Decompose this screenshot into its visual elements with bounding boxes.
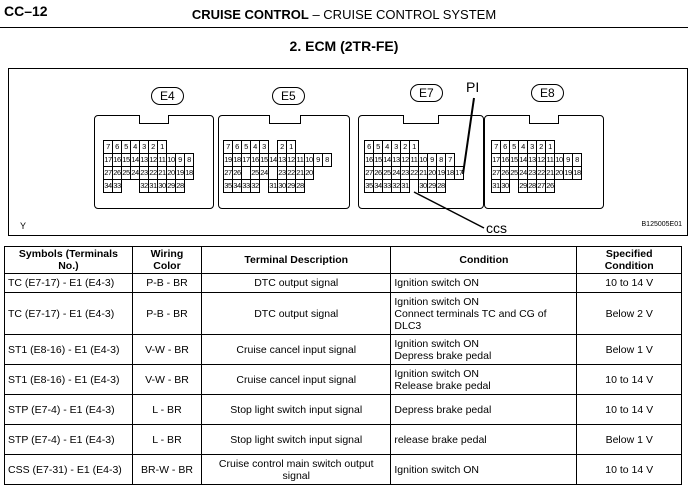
specified-condition-cell: Below 1 V [577,425,682,455]
pin-cell: 28 [296,180,305,193]
terminal-description-cell: Stop light switch input signal [202,395,391,425]
pin-cell: 9 [176,154,185,167]
pin-cell: 5 [122,141,131,154]
table-row [5,365,682,395]
section-title [0,7,688,22]
table-row [5,293,682,335]
pin-cell: 4 [519,141,528,154]
pin-cell: 18 [446,167,455,180]
pin-cell: 35 [224,180,233,193]
specified-condition-cell: Below 1 V [577,335,682,365]
pin-cell: 27 [492,167,501,180]
wiring-color-cell: L - BR [132,425,201,455]
pin-cell: 30 [158,180,167,193]
pin-cell: 32 [392,180,401,193]
pin-cell: 30 [419,180,428,193]
pin-cell: 6 [113,141,122,154]
pin-cell: 32 [140,180,149,193]
wiring-color-cell: P-B - BR [132,293,201,335]
terminal-description-cell: Cruise cancel input signal [202,335,391,365]
pin-cell: 9 [428,154,437,167]
pin-cell: 4 [131,141,140,154]
symbol-cell: ST1 (E8-16) - E1 (E4-3) [5,335,133,365]
pin-cell: 14 [269,154,278,167]
header-rule [0,27,688,28]
pin-cell: 27 [104,167,113,180]
pin-cell: 9 [564,154,573,167]
condition-cell: Depress brake pedal [391,395,577,425]
pin-cell: 10 [555,154,564,167]
callout-lines [8,68,688,236]
pin-cell: 19 [176,167,185,180]
col-header-condition: Condition [391,247,577,274]
pin-cell: 3 [140,141,149,154]
pin-cell: 14 [519,154,528,167]
pin-cell: 32 [251,180,260,193]
pin-cell: 31 [269,180,278,193]
condition-cell: Ignition switch ON [391,455,577,485]
pin-cell: 1 [158,141,167,154]
terminal-description-cell: Stop light switch input signal [202,425,391,455]
pin-cell: 14 [383,154,392,167]
pin-cell: 6 [501,141,510,154]
pin-cell: 24 [260,167,269,180]
condition-cell: Ignition switch ON Release brake pedal [391,365,577,395]
pin-cell: 11 [296,154,305,167]
section-name: CRUISE CONTROL [191,7,309,22]
pin-cell: 23 [401,167,410,180]
pin-cell: 15 [510,154,519,167]
condition-cell: Ignition switch ON Depress brake pedal [391,335,577,365]
pin-cell: 28 [528,180,537,193]
system-name: CRUISE CONTROL SYSTEM [323,7,497,22]
pin-cell: 23 [528,167,537,180]
terminal-description-cell: Cruise control main switch output signal [202,455,391,485]
pin-cell: 3 [260,141,269,154]
pin-cell: 25 [251,167,260,180]
pin-cell: 21 [158,167,167,180]
pin-cell: 8 [573,154,582,167]
symbol-cell: TC (E7-17) - E1 (E4-3) [5,274,133,293]
callout-ccs: ccs [486,220,507,236]
pin-cell: 13 [528,154,537,167]
connector-label-e5: E5 [272,87,305,105]
pin-cell: 5 [242,141,251,154]
pin-cell: 12 [149,154,158,167]
wiring-color-cell: V-W - BR [132,335,201,365]
pin-cell: 2 [149,141,158,154]
pin-cell: 18 [233,154,242,167]
table-row [5,395,682,425]
pin-cell: 11 [410,154,419,167]
pin-cell: 2 [278,141,287,154]
condition-cell: Ignition switch ON [391,274,577,293]
pin-cell: 29 [519,180,528,193]
pin-cell: 4 [251,141,260,154]
terminal-description-cell: DTC output signal [202,293,391,335]
pin-cell: 23 [278,167,287,180]
pin-cell: 26 [233,167,242,180]
connector-label-e4: E4 [151,87,184,105]
pin-cell: 21 [546,167,555,180]
pin-cell: 1 [546,141,555,154]
pin-cell: 2 [537,141,546,154]
pin-cell: 25 [383,167,392,180]
pin-cell: 26 [501,167,510,180]
symbol-cell: TC (E7-17) - E1 (E4-3) [5,293,133,335]
pin-cell: 2 [401,141,410,154]
pin-cell: 35 [365,180,374,193]
pin-cell: 17 [455,167,464,180]
connector-label-e8: E8 [531,84,564,102]
col-header-specified-condition: Specified Condition [577,247,682,274]
pin-cell: 31 [149,180,158,193]
wiring-color-cell: V-W - BR [132,365,201,395]
terminal-description-cell: DTC output signal [202,274,391,293]
callout-pi: PI [466,79,480,95]
pin-cell: 6 [365,141,374,154]
pin-cell: 20 [428,167,437,180]
pin-cell: 13 [278,154,287,167]
pin-cell: 24 [392,167,401,180]
pin-cell: 6 [233,141,242,154]
pin-cell: 29 [287,180,296,193]
pin-cell: 29 [428,180,437,193]
specified-condition-cell: 10 to 14 V [577,395,682,425]
pin-cell: 17 [104,154,113,167]
pin-cell: 10 [167,154,176,167]
pin-cell: 11 [158,154,167,167]
pin-cell: 34 [104,180,113,193]
symbol-cell: STP (E7-4) - E1 (E4-3) [5,395,133,425]
terminal-description-cell: Cruise cancel input signal [202,365,391,395]
pin-cell: 19 [224,154,233,167]
pin-cell: 21 [419,167,428,180]
specified-condition-cell: 10 to 14 V [577,455,682,485]
pin-cell: 28 [176,180,185,193]
pin-cell: 12 [401,154,410,167]
pin-cell: 27 [365,167,374,180]
specified-condition-cell: 10 to 14 V [577,365,682,395]
wiring-color-cell: BR-W - BR [132,455,201,485]
callout-pi-line [463,98,474,174]
pin-cell: 16 [251,154,260,167]
pin-cell: 24 [519,167,528,180]
title-dash: – [312,7,320,22]
specified-condition-cell: Below 2 V [577,293,682,335]
pin-cell: 34 [374,180,383,193]
pin-cell: 26 [546,180,555,193]
pin-cell: 14 [131,154,140,167]
page-id: CC–12 [4,3,48,19]
terminal-spec-table [4,246,682,485]
pin-cell: 22 [287,167,296,180]
pin-cell: 15 [260,154,269,167]
pin-cell: 7 [492,141,501,154]
pin-cell: 19 [437,167,446,180]
pin-cell: 17 [242,154,251,167]
pin-cell: 16 [113,154,122,167]
pin-cell: 1 [410,141,419,154]
pin-cell: 20 [555,167,564,180]
table-row [5,455,682,485]
pin-cell: 33 [242,180,251,193]
pin-cell: 8 [185,154,194,167]
pin-cell: 18 [185,167,194,180]
pin-cell: 8 [437,154,446,167]
pin-cell: 27 [537,180,546,193]
pin-cell: 34 [233,180,242,193]
wiring-color-cell: P-B - BR [132,274,201,293]
pin-cell: 21 [296,167,305,180]
pin-cell: 15 [122,154,131,167]
condition-cell: release brake pedal [391,425,577,455]
pin-cell: 4 [383,141,392,154]
pin-cell: 7 [446,154,455,167]
pin-cell: 3 [528,141,537,154]
pin-cell: 3 [392,141,401,154]
pin-cell: 33 [113,180,122,193]
col-header-wiring-color: Wiring Color [132,247,201,274]
pin-cell: 8 [323,154,332,167]
figure-code: B125005E01 [641,221,682,228]
pin-cell: 13 [140,154,149,167]
pin-cell: 26 [113,167,122,180]
pin-cell: 18 [573,167,582,180]
pin-cell: 13 [392,154,401,167]
connector-label-e7: E7 [410,84,443,102]
pin-cell: 20 [167,167,176,180]
table-row [5,425,682,455]
pin-cell: 24 [131,167,140,180]
pin-cell: 9 [314,154,323,167]
pin-cell: 22 [537,167,546,180]
pin-cell: 22 [410,167,419,180]
pin-cell: 25 [122,167,131,180]
pin-cell: 15 [374,154,383,167]
pin-cell: 30 [278,180,287,193]
table-row [5,335,682,365]
wiring-color-cell: L - BR [132,395,201,425]
pin-cell: 1 [287,141,296,154]
pin-cell: 26 [374,167,383,180]
pin-cell: 10 [419,154,428,167]
pin-cell: 17 [492,154,501,167]
pin-cell: 12 [287,154,296,167]
table-body [5,274,682,485]
col-header-terminal-description: Terminal Description [202,247,391,274]
pin-cell: 16 [365,154,374,167]
pin-cell: 22 [149,167,158,180]
pin-cell: 25 [510,167,519,180]
pin-cell: 20 [305,167,314,180]
pin-cell: 30 [501,180,510,193]
pin-cell: 29 [167,180,176,193]
pin-cell: 11 [546,154,555,167]
pin-cell: 31 [492,180,501,193]
pin-cell: 12 [537,154,546,167]
pin-cell: 23 [140,167,149,180]
specified-condition-cell: 10 to 14 V [577,274,682,293]
pin-cell: 28 [437,180,446,193]
symbol-cell: STP (E7-4) - E1 (E4-3) [5,425,133,455]
ecm-connector-diagram [8,68,688,236]
subtitle: 2. ECM (2TR-FE) [289,38,399,54]
pin-cell: 33 [383,180,392,193]
condition-cell: Ignition switch ON Connect terminals TC and CG of DLC3 [391,293,577,335]
pin-cell: 31 [401,180,410,193]
callout-ccs-line [414,192,484,228]
pin-cell: 19 [564,167,573,180]
symbol-cell: CSS (E7-31) - E1 (E4-3) [5,455,133,485]
table-row [5,274,682,293]
symbol-cell: ST1 (E8-16) - E1 (E4-3) [5,365,133,395]
pin-cell: 10 [305,154,314,167]
pin-cell: 27 [224,167,233,180]
pin-cell: 7 [224,141,233,154]
pin-cell: 5 [374,141,383,154]
col-header-symbols: Symbols (Terminals No.) [5,247,133,274]
pin-cell: 7 [104,141,113,154]
y-mark: Y [20,221,27,231]
pin-cell: 16 [501,154,510,167]
pin-cell: 5 [510,141,519,154]
